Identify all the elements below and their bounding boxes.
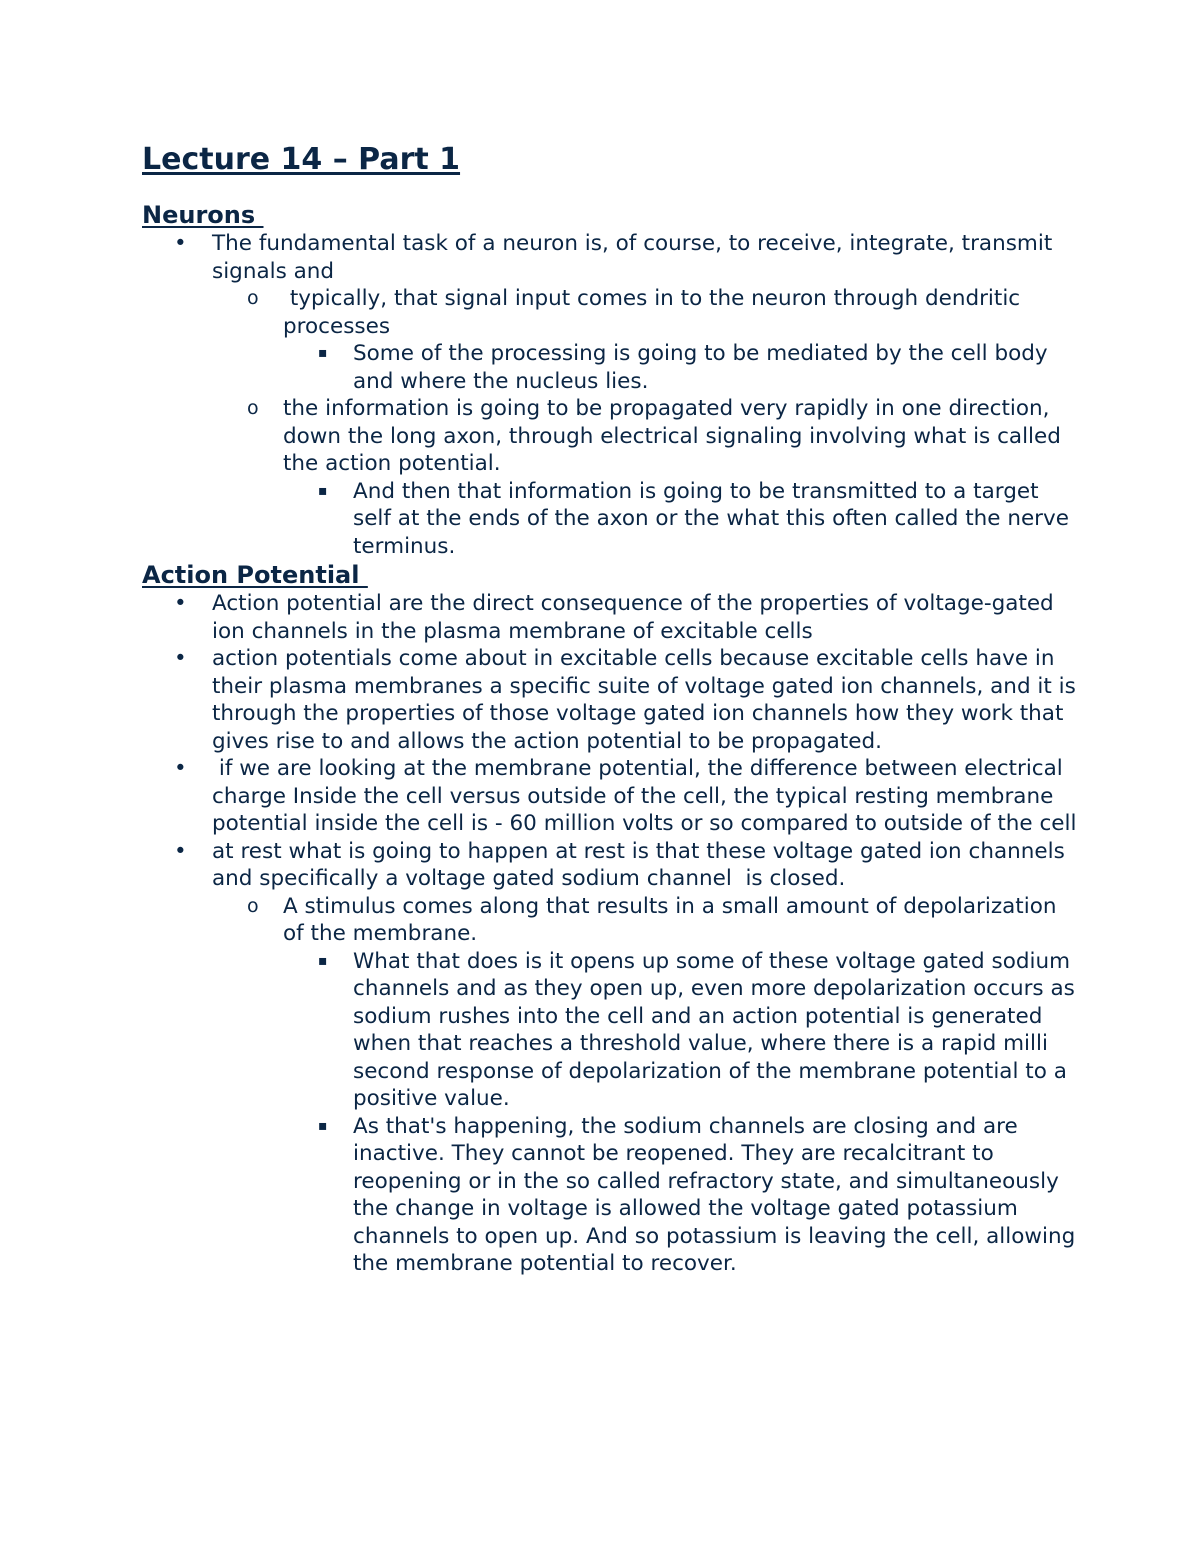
list-item	[142, 340, 1082, 395]
list-item-text: As that's happening, the sodium channels are closing and are inactive. They cannot be reopened. They are recalcitrant to reopening or in the so called refractory state, and simultaneously the change in voltage is allowed the voltage gated potassium channels to open up. And so potassium is leaving the cell, allowing the membrane potential to recover.	[353, 1113, 1083, 1276]
list-item	[142, 590, 1082, 645]
list-item-text: the information is going to be propagated very rapidly in one direction, down the long axon, through electrical signaling involving what is called the action potential.	[283, 396, 1068, 476]
bullet-marker: •	[174, 231, 187, 256]
circle-marker: o	[247, 287, 259, 309]
document-page	[142, 140, 1082, 1278]
circle-marker: o	[247, 894, 259, 917]
neurons-list	[142, 230, 1082, 560]
square-marker: ▪	[318, 952, 328, 969]
circle-marker: o	[247, 397, 259, 419]
list-item	[142, 478, 1082, 561]
list-item	[142, 1113, 1082, 1278]
list-item-text: if we are looking at the membrane potential, the difference between electrical charge Inside the cell versus outside of the cell, the typical resting membrane potential inside the cell is - 60 million volts or so compared to outside of the cell	[212, 756, 1077, 836]
section-heading-neurons: Neurons	[142, 201, 264, 229]
square-marker: ▪	[318, 345, 328, 361]
bullet-marker: •	[174, 756, 187, 781]
bullet-marker: •	[174, 646, 187, 671]
list-item-text: at rest what is going to happen at rest is that these voltage gated ion channels and specifically a voltage gated sodium channel is closed.	[212, 838, 1072, 891]
square-marker: ▪	[318, 1117, 328, 1134]
document-title: Lecture 14 – Part 1	[142, 142, 461, 177]
square-marker: ▪	[318, 482, 328, 499]
list-item	[142, 230, 1082, 285]
bullet-marker: •	[174, 591, 187, 616]
section-heading-action-potential: Action Potential	[142, 561, 368, 589]
list-item-text: A stimulus comes along that results in a small amount of depolarization of the membrane.	[283, 893, 1064, 946]
action-potential-list	[142, 590, 1082, 1278]
list-item	[142, 948, 1082, 1113]
bullet-marker: •	[174, 838, 187, 864]
list-item-text: Action potential are the direct consequence of the properties of voltage-gated ion channels in the plasma membrane of excitable cells	[212, 591, 1061, 644]
list-item	[142, 395, 1082, 478]
list-item	[142, 285, 1082, 340]
list-item-text: And then that information is going to be transmitted to a target self at the ends of the axon or the what this often called the nerve terminus.	[353, 478, 1076, 559]
list-item	[142, 893, 1082, 948]
list-item-text: What that does is it opens up some of these voltage gated sodium channels and as they open up, even more depolarization occurs as sodium rushes into the cell and an action potential is generated when that reaches a threshold value, where there is a rapid milli second response of depolarization of the membrane potential to a positive value.	[353, 948, 1082, 1111]
list-item	[142, 838, 1082, 893]
list-item	[142, 755, 1082, 838]
list-item-text: typically, that signal input comes in to the neuron through dendritic processes	[283, 286, 1027, 339]
list-item-text: action potentials come about in excitable cells because excitable cells have in their plasma membranes a specific suite of voltage gated ion channels, and it is through the properties of those voltage gated ion channels how they work that gives rise to and allows the action potential to be propagated.	[212, 646, 1083, 754]
list-item-text: Some of the processing is going to be mediated by the cell body and where the nucleus lies.	[353, 341, 1055, 394]
list-item-text: The fundamental task of a neuron is, of course, to receive, integrate, transmit signals and	[212, 231, 1060, 284]
list-item	[142, 645, 1082, 755]
